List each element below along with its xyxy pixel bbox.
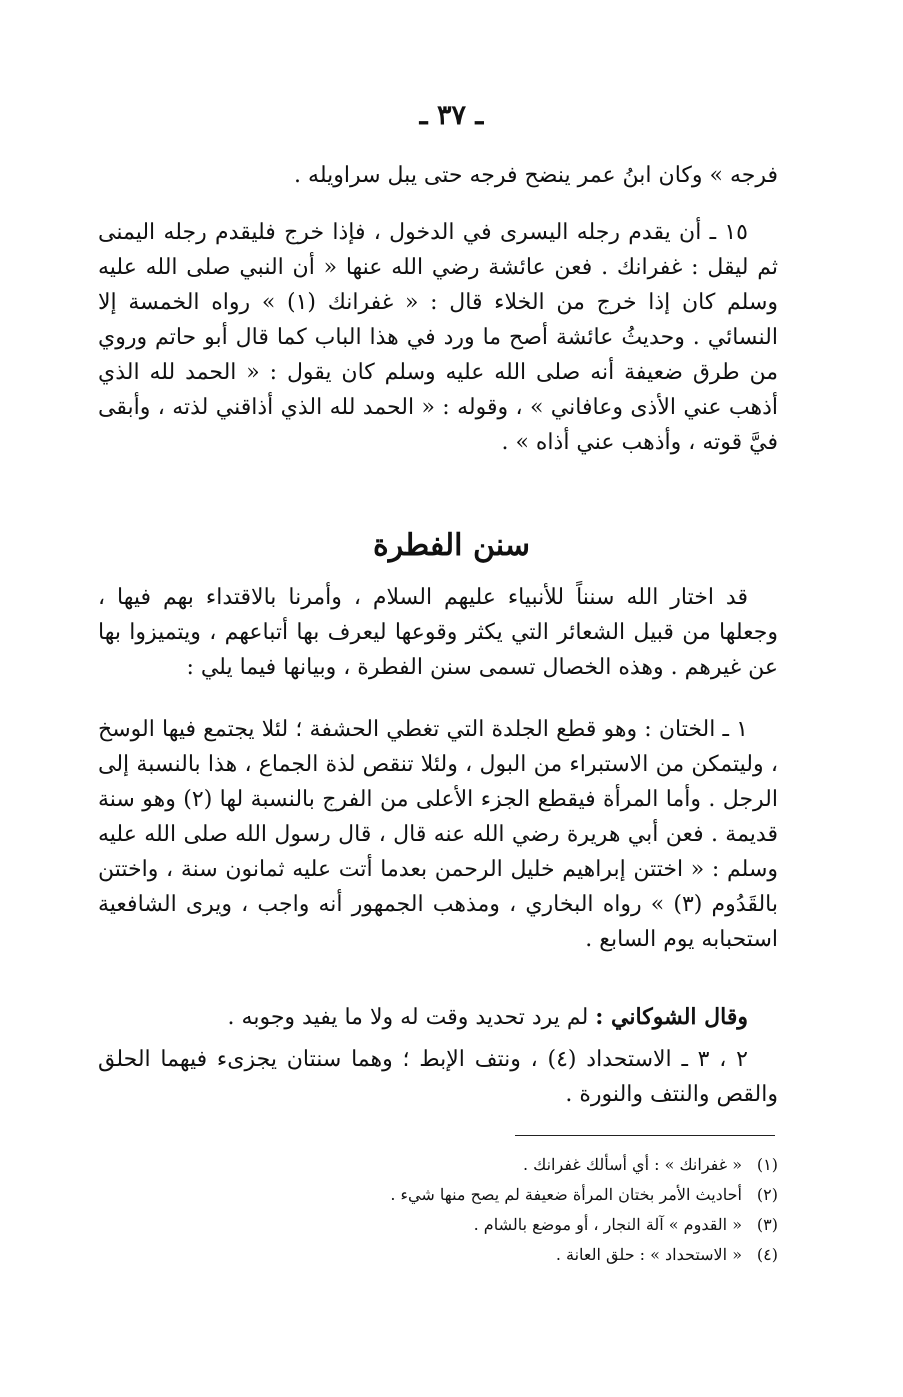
item-15-paragraph: ١٥ ـ أن يقدم رجله اليسرى في الدخول ، فإذا خرج فليقدم رجله اليمنى ثم ليقل : غفرانك . فعن عائشة رضي الله عنها « أن النبي صلى الله عليه وسلم كان إذا خرج من الخلاء قال : « غفرانك (١) » رواه الخمسة إلا النسائي . وحديثُ عائشة أصح ما ورد في هذا الباب كما قال أبو حاتم وروي من طرق ضعيفة أنه صلى الله عليه وسلم كان يقول : « الحمد لله الذي أذهب عني الأذى وعافاني » ، وقوله : « الحمد لله الذي أذاقني لذته ، وأبقى فيَّ قوته ، وأذهب عني أذاه » . (98, 220, 779, 455)
shawkani-text: لم يرد تحديد وقت له ولا ما يفيد وجوبه . (227, 1005, 589, 1030)
footnote-item (200, 1180, 778, 1210)
intro-paragraph: قد اختار الله سنناً للأنبياء عليهم السلام ، وأمرنا بالاقتداء بهم فيها ، وجعلها من قبيل الشعائر التي يكثر وقوعها ليعرف بها أتباعهم ، ويتميزوا بها عن غيرهم . وهذه الخصال تسمى سنن الفطرة ، وبيانها فيما يلي : (98, 585, 778, 680)
footnotes-list (200, 1150, 778, 1270)
footnote-number: (٢) (756, 1185, 778, 1204)
footnote-text: « الاستحداد » : حلق العانة . (555, 1245, 742, 1264)
item-1-paragraph: ١ ـ الختان : وهو قطع الجلدة التي تغطي الحشفة ؛ لئلا يجتمع فيها الوسخ ، وليتمكن من الاستبراء من البول ، ولئلا تنقص لذة الجماع ، هذا بالنسبة إلى الرجل . وأما المرأة فيقطع الجزء الأعلى من الفرج بالنسبة لها (٢) وهو سنة قديمة . فعن أبي هريرة رضي الله عنه قال ، قال رسول الله صلى الله عليه وسلم : « اختتن إبراهيم خليل الرحمن بعدما أتت عليه ثمانون سنة ، واختتن بالقَدُوم (٣) » رواه البخاري ، ومذهب الجمهور أنه واجب ، ويرى الشافعية استحبابه يوم السابع . (98, 717, 778, 952)
shawkani-lead: وقال الشوكاني : (595, 1004, 748, 1030)
footnote-divider (515, 1135, 775, 1136)
footnote-number: (٤) (756, 1245, 778, 1264)
footnote-text: « القدوم » آلة النجار ، أو موضع بالشام . (473, 1215, 742, 1234)
page-number: ـ ٣٧ ـ (419, 100, 484, 131)
footnote-item (200, 1240, 778, 1270)
footnote-number: (١) (756, 1155, 778, 1174)
footnote-item (200, 1150, 778, 1180)
continuation-paragraph: فرجه » وكان ابنُ عمر ينضح فرجه حتى يبل سراويله . (294, 163, 778, 188)
footnote-text: أحاديث الأمر بختان المرأة ضعيفة لم يصح منها شيء . (390, 1185, 742, 1204)
section-title: سنن الفطرة (372, 528, 530, 563)
footnote-item (200, 1210, 778, 1240)
footnote-number: (٣) (756, 1215, 778, 1234)
footnote-text: « غفرانك » : أي أسألك غفرانك . (522, 1155, 742, 1174)
item-2-3-paragraph: ٢ ، ٣ ـ الاستحداد (٤) ، ونتف الإبط ؛ وهما سنتان يجزىء فيهما الحلق والقص والنتف والنورة . (98, 1047, 778, 1107)
shawkani-paragraph (98, 1000, 778, 1035)
